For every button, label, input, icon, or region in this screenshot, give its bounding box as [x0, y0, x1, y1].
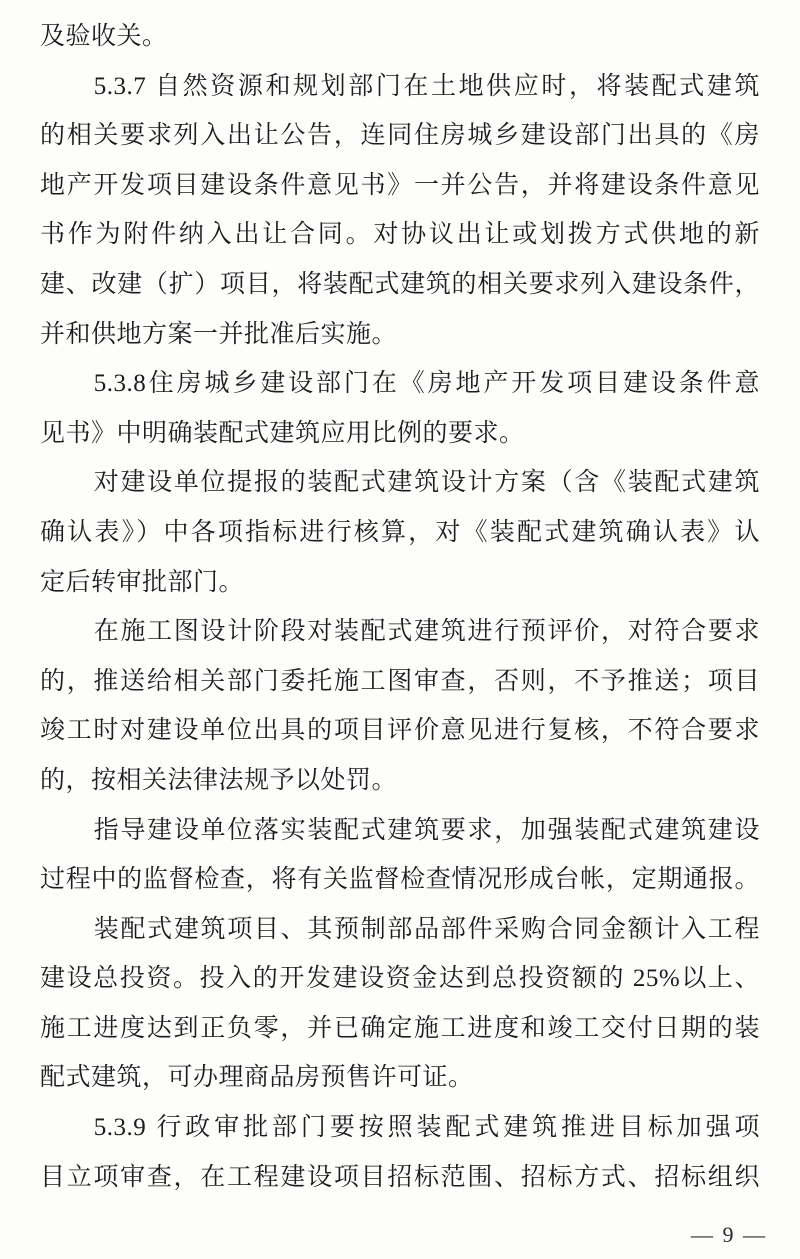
text-line: 对建设单位提报的装配式建筑设计方案（含《装配式建筑	[93, 469, 760, 497]
text-line: 施工进度达到正负零，并已确定施工进度和竣工交付日期的装	[40, 1014, 760, 1042]
text-line: 配式建筑，可办理商品房预售许可证。	[40, 1064, 474, 1092]
text-line: 在施工图设计阶段对装配式建筑进行预评价，对符合要求	[93, 618, 760, 646]
page-number: — 9 —	[691, 1222, 767, 1247]
text-line: 5.3.7 自然资源和规划部门在土地供应时，将装配式建筑	[93, 72, 760, 100]
text-line: 竣工时对建设单位出具的项目评价意见进行复核，不符合要求	[40, 717, 760, 745]
text-line: 5.3.9 行政审批部门要按照装配式建筑推进目标加强项	[93, 1114, 760, 1142]
text-line: 书作为附件纳入出让合同。对协议出让或划拨方式供地的新	[40, 221, 760, 249]
text-line: 的相关要求列入出让公告，连同住房城乡建设部门出具的《房	[40, 122, 760, 150]
text-line: 地产开发项目建设条件意见书》一并公告，并将建设条件意见	[40, 171, 760, 199]
text-line: 装配式建筑项目、其预制部品部件采购合同金额计入工程	[93, 915, 760, 943]
text-line: 并和供地方案一并批准后实施。	[40, 320, 398, 348]
text-line: 过程中的监督检查，将有关监督检查情况形成台帐，定期通报。	[40, 866, 760, 894]
text-line: 建、改建（扩）项目，将装配式建筑的相关要求列入建设条件，	[40, 270, 760, 298]
text-line: 定后转审批部门。	[40, 568, 245, 596]
text-line: 5.3.8住房城乡建设部门在《房地产开发项目建设条件意	[93, 370, 760, 398]
text-line: 的，按相关法律法规予以处罚。	[40, 766, 398, 794]
text-line: 目立项审查，在工程建设项目招标范围、招标方式、招标组织	[40, 1163, 760, 1191]
text-line: 指导建设单位落实装配式建筑要求，加强装配式建筑建设	[93, 816, 760, 844]
text-line: 及验收关。	[40, 23, 168, 50]
text-line: 建设总投资。投入的开发建设资金达到总投资额的 25%以上、	[40, 965, 760, 993]
document-body	[40, 12, 760, 1202]
text-line: 见书》中明确装配式建筑应用比例的要求。	[40, 419, 525, 447]
text-line: 的，推送给相关部门委托施工图审查，否则，不予推送；项目	[40, 667, 760, 695]
text-line: 确认表》）中各项指标进行核算，对《装配式建筑确认表》认	[40, 518, 760, 546]
